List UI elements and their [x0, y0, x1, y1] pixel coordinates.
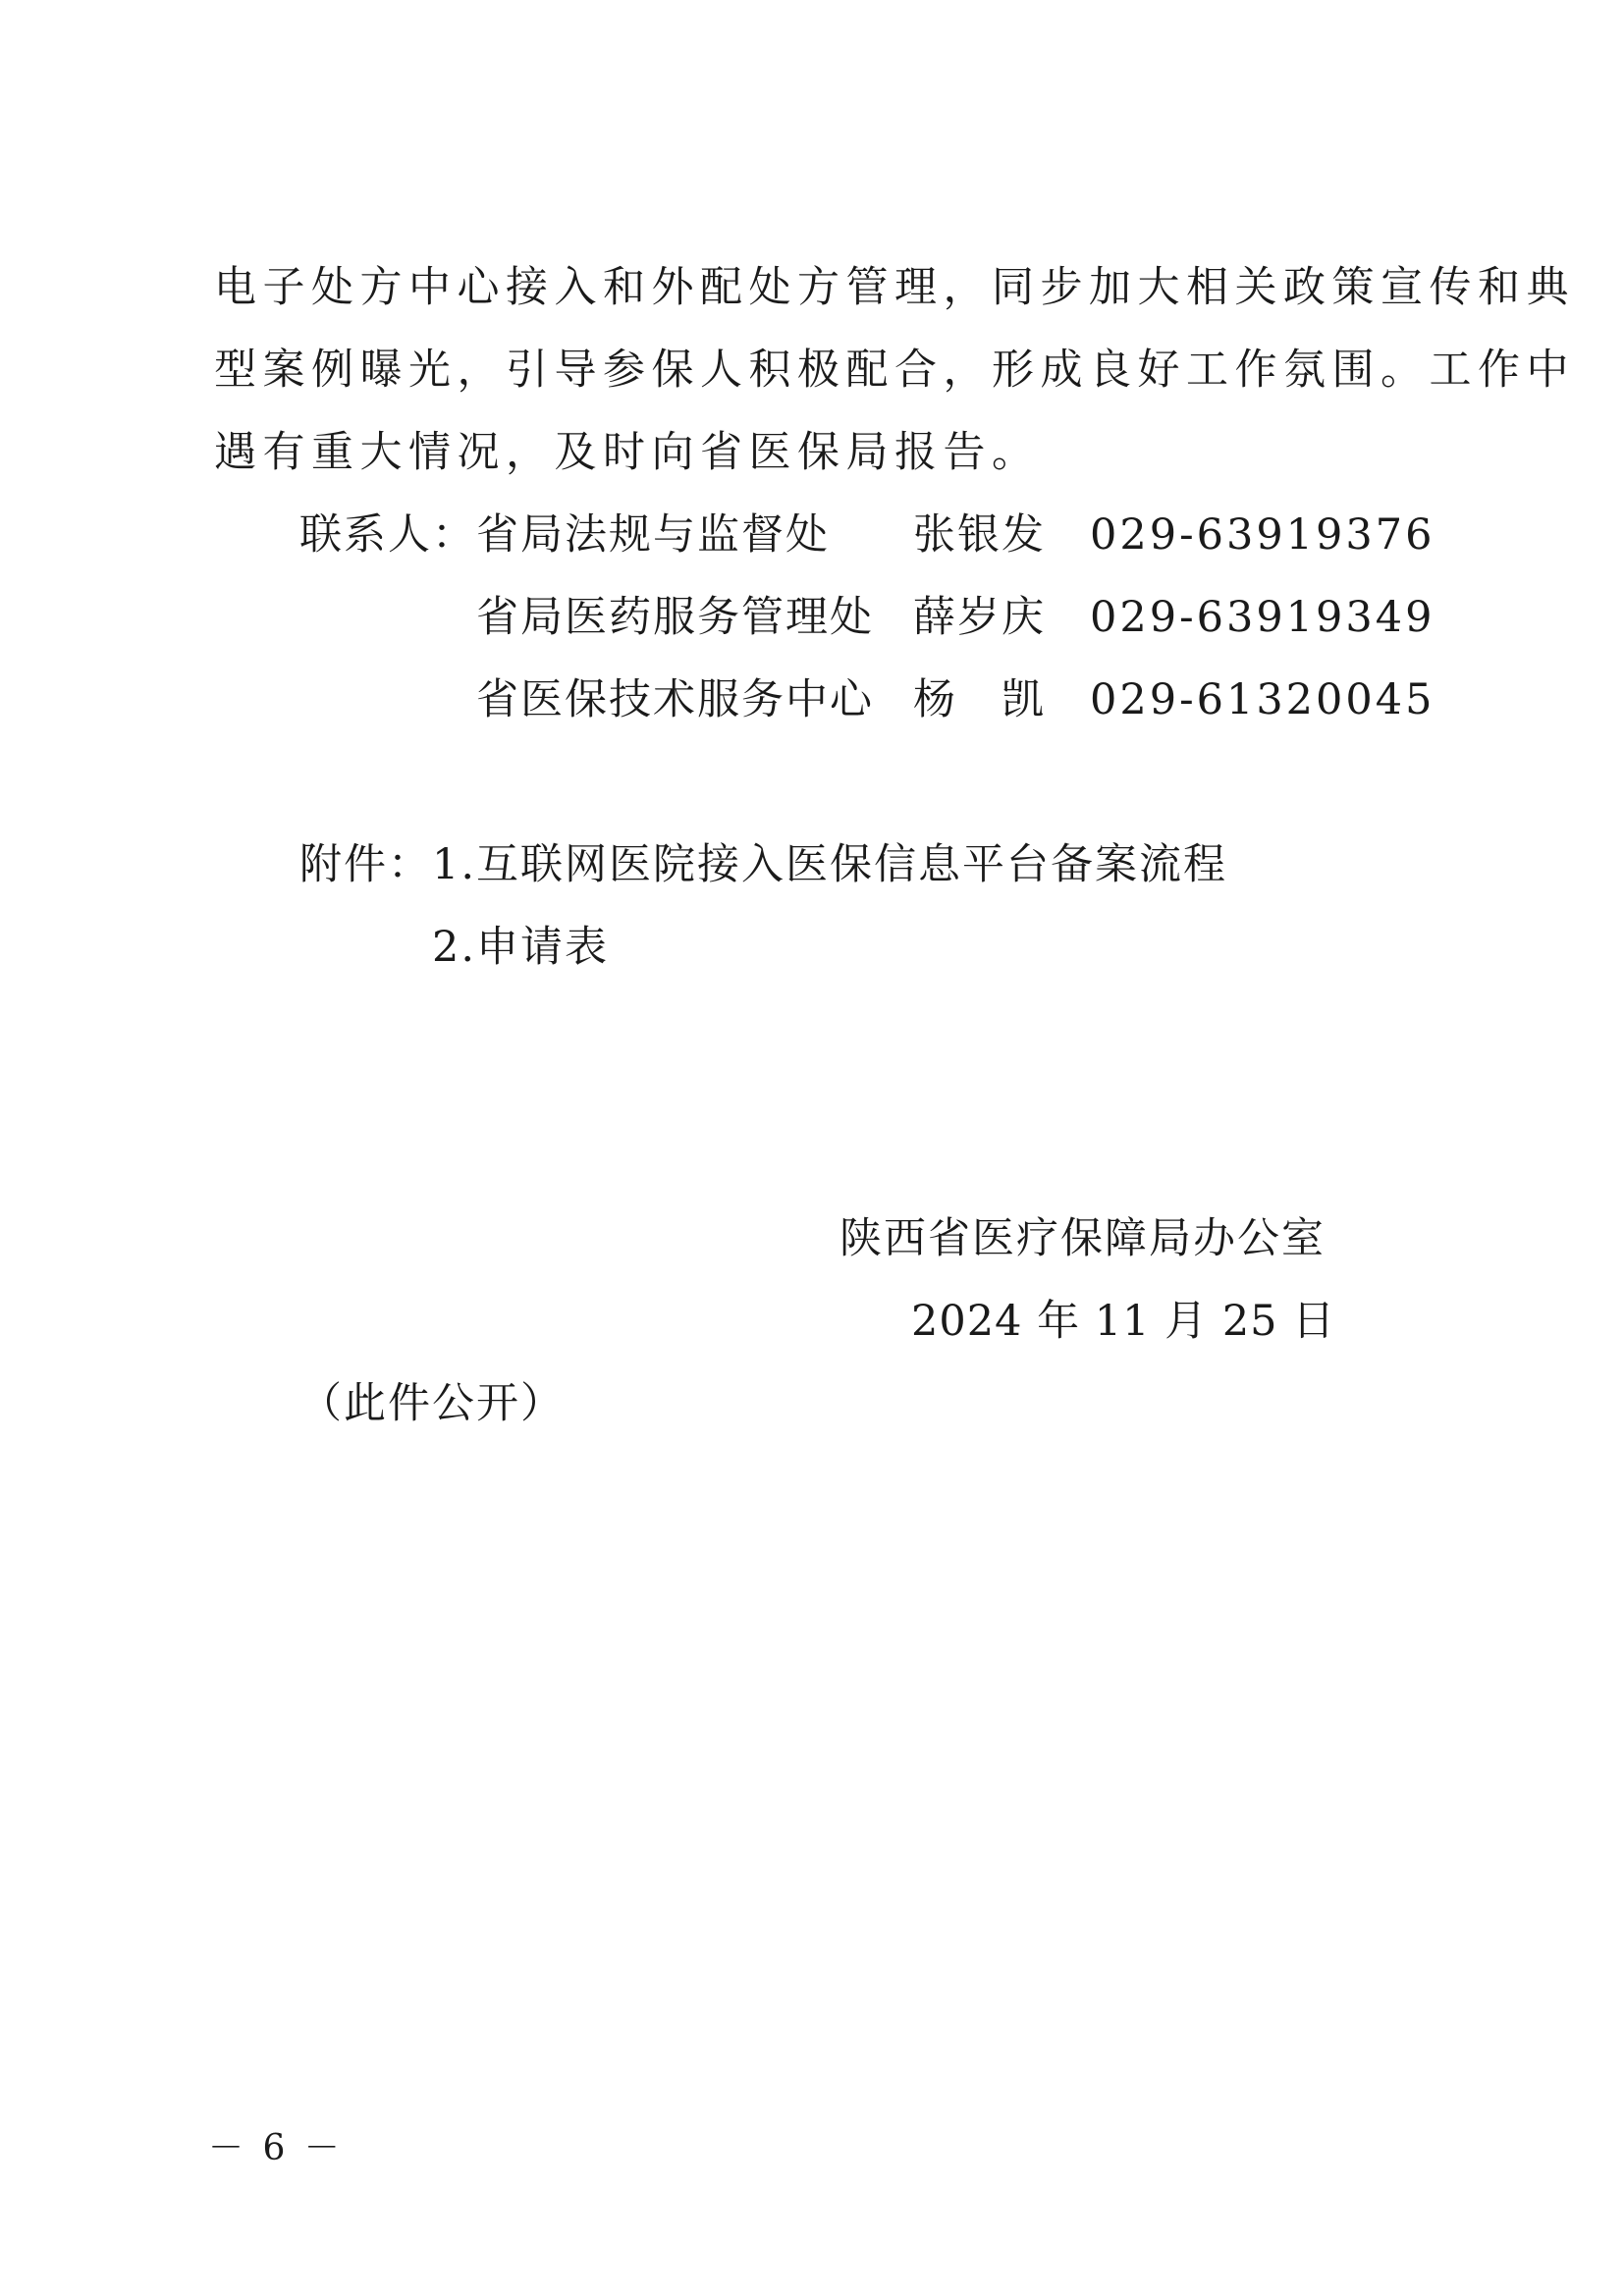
paragraph-line-1: 电子处方中心接入和外配处方管理，同步加大相关政策宣传和典 — [214, 263, 1575, 312]
page-number: － 6 － — [208, 2128, 344, 2168]
contact-phone-1: 029-63919376 — [1090, 510, 1435, 560]
issue-date: 2024 年 11 月 25 日 — [911, 1297, 1336, 1346]
contact-name-3: 杨 凯 — [913, 675, 1046, 724]
contact-dept-2: 省局医药服务管理处 — [476, 593, 874, 642]
attachment-item-2: 2.申请表 — [432, 923, 610, 972]
contact-name-1: 张银发 — [913, 510, 1046, 560]
paragraph-line-2: 型案例曝光，引导参保人积极配合，形成良好工作氛围。工作中 — [214, 346, 1575, 395]
contact-phone-2: 029-63919349 — [1090, 593, 1435, 642]
issuing-organization: 陕西省医疗保障局办公室 — [839, 1214, 1326, 1263]
contact-label: 联系人： — [299, 510, 476, 560]
contact-dept-3: 省医保技术服务中心 — [476, 675, 874, 724]
contact-name-2: 薛岁庆 — [913, 593, 1046, 642]
contact-dept-1: 省局法规与监督处 — [476, 510, 830, 560]
paragraph-line-3: 遇有重大情况，及时向省医保局报告。 — [214, 428, 1041, 477]
contact-phone-3: 029-61320045 — [1090, 675, 1435, 724]
attachment-label: 附件： — [299, 840, 432, 889]
attachment-item-1: 1.互联网医院接入医保信息平台备案流程 — [432, 840, 1228, 889]
disclosure-note: （此件公开） — [299, 1379, 565, 1428]
